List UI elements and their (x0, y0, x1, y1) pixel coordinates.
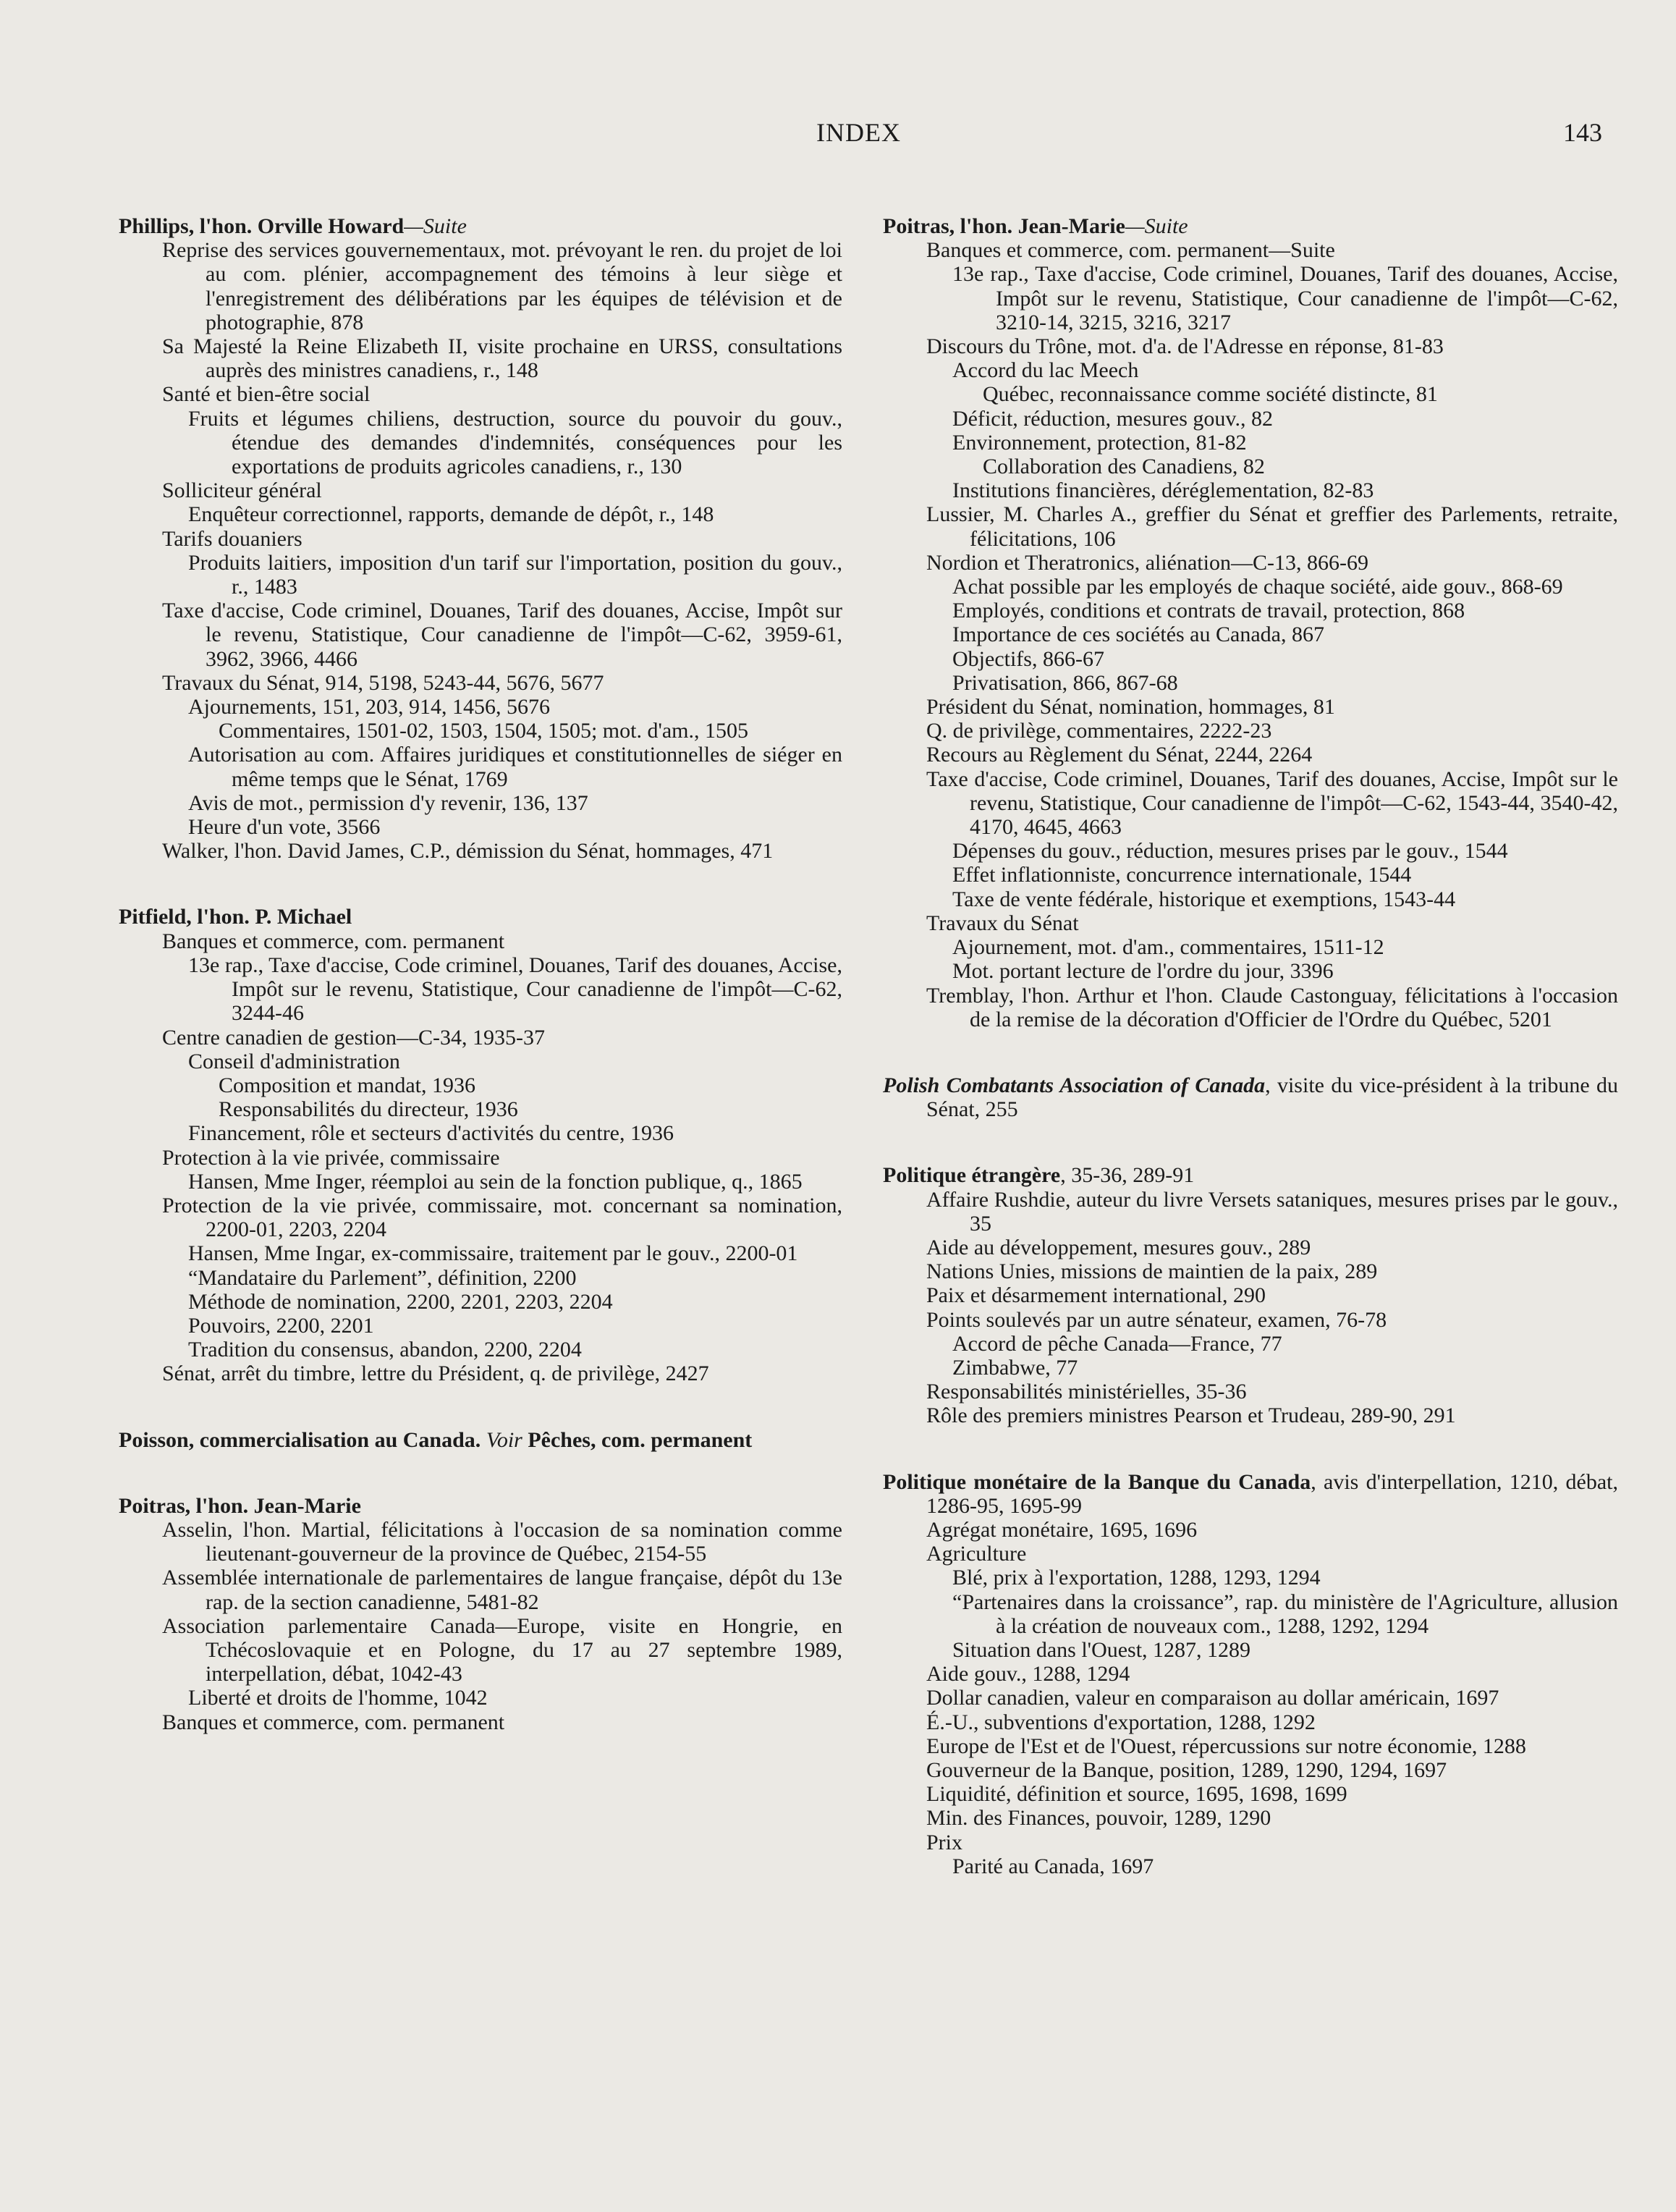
index-subentry: Europe de l'Est et de l'Ouest, répercussions sur notre économie, 1288 (926, 1734, 1526, 1758)
index-subentry: Solliciteur général (162, 478, 322, 503)
heading-name: Phillips, l'hon. Orville Howard (119, 214, 405, 238)
index-subentry: Parité au Canada, 1697 (952, 1854, 1154, 1878)
heading-suffix: —Suite (404, 214, 467, 238)
entry-heading (119, 214, 842, 238)
index-subentry: Min. des Finances, pouvoir, 1289, 1290 (926, 1806, 1271, 1831)
index-subentry: Achat possible par les employés de chaque société, aide gouv., 868-69 (952, 575, 1563, 599)
heading-name: Polish Combatants Association of Canada (883, 1073, 1266, 1097)
index-entry (883, 1073, 1618, 1121)
page-header (0, 117, 1676, 153)
entry-heading (883, 214, 1618, 238)
index-subentry: Zimbabwe, 77 (952, 1355, 1078, 1380)
index-subentry: Agriculture (926, 1542, 1027, 1566)
entry-heading (883, 1073, 1618, 1121)
index-subentry: Dépenses du gouv., réduction, mesures prises par le gouv., 1544 (952, 839, 1508, 864)
index-entry (119, 1428, 842, 1452)
index-subentry: Sénat, arrêt du timbre, lettre du Président, q. de privilège, 2427 (162, 1362, 709, 1386)
index-subentry: Banques et commerce, com. permanent (162, 1710, 505, 1734)
index-subentry: Avis de mot., permission d'y revenir, 136, 137 (188, 790, 588, 815)
index-subentry: Nations Unies, missions de maintien de la paix, 289 (926, 1259, 1378, 1284)
index-entry (883, 1470, 1618, 1878)
index-subentry: Travaux du Sénat, 914, 5198, 5243-44, 5676, 5677 (162, 670, 604, 695)
index-subentry: Banques et commerce, com. permanent—Suite (926, 238, 1335, 263)
entry-heading (883, 1163, 1618, 1187)
index-subentry: É.-U., subventions d'exportation, 1288, 1292 (926, 1710, 1316, 1734)
index-subentry: Déficit, réduction, mesures gouv., 82 (952, 406, 1273, 431)
index-subentry: Président du Sénat, nomination, hommages, 81 (926, 695, 1335, 719)
index-subentry: Paix et désarmement international, 290 (926, 1283, 1266, 1308)
index-subentry: Conseil d'administration (188, 1049, 400, 1073)
entry-heading (883, 1470, 1618, 1518)
index-subentry: Travaux du Sénat (926, 911, 1079, 935)
index-subentry: 13e rap., Taxe d'accise, Code criminel, Douanes, Tarif des douanes, Accise, Impôt sur le revenu, Statistique, Cour canadienne de l'impôt—C-62, 3210-14, 3215, 3216, 3217 (952, 262, 1618, 334)
index-subentry: Heure d'un vote, 3566 (188, 815, 381, 840)
index-subentry: Aide gouv., 1288, 1294 (926, 1662, 1130, 1687)
index-subentry: Sa Majesté la Reine Elizabeth II, visite prochaine en URSS, consultations auprès des ministres canadiens, r., 148 (162, 334, 842, 383)
index-subentry: Commentaires, 1501-02, 1503, 1504, 1505; mot. d'am., 1505 (219, 719, 749, 743)
index-entry (883, 214, 1618, 1031)
index-subentry: Employés, conditions et contrats de travail, protection, 868 (952, 599, 1465, 623)
index-subentry: Rôle des premiers ministres Pearson et Trudeau, 289-90, 291 (926, 1403, 1456, 1428)
see-reference-label: Voir (486, 1427, 522, 1452)
index-subentry: Prix (926, 1830, 963, 1854)
index-subentry: Lussier, M. Charles A., greffier du Sénat et greffier des Parlements, retraite, félicitations, 106 (926, 502, 1618, 551)
index-subentry: Aide au développement, mesures gouv., 289 (926, 1235, 1311, 1259)
heading-name: Poitras, l'hon. Jean-Marie (119, 1493, 361, 1518)
heading-detail: , avis d'interpellation, 1210, débat, 1286-95, 1695-99 (926, 1469, 1618, 1518)
index-subentry: Environnement, protection, 81-82 (952, 430, 1247, 455)
index-subentry: Walker, l'hon. David James, C.P., démission du Sénat, hommages, 471 (162, 839, 774, 864)
index-subentry: Accord de pêche Canada—France, 77 (952, 1331, 1282, 1356)
index-entry (119, 905, 842, 1385)
heading-name: Poitras, l'hon. Jean-Marie (883, 214, 1125, 238)
index-subentry: Liquidité, définition et source, 1695, 1698, 1699 (926, 1782, 1347, 1807)
left-column (119, 214, 842, 1776)
index-subentry: Gouverneur de la Banque, position, 1289, 1290, 1294, 1697 (926, 1757, 1447, 1782)
index-entry (883, 1163, 1618, 1427)
heading-detail: , visite du vice-président à la tribune du Sénat, 255 (926, 1073, 1618, 1122)
index-subentry: Association parlementaire Canada—Europe, visite en Hongrie, en Tchécoslovaquie et en Pologne, du 17 au 27 septembre 1989, interpellation, débat, 1042-43 (162, 1613, 842, 1687)
index-subentry: Collaboration des Canadiens, 82 (983, 455, 1265, 479)
index-entry (119, 1494, 842, 1734)
index-subentry: Assemblée internationale de parlementaires de langue française, dépôt du 13e rap. de la section canadienne, 5481-82 (162, 1566, 842, 1614)
heading-detail: , 35-36, 289-91 (1060, 1163, 1195, 1188)
index-subentry: Fruits et légumes chiliens, destruction, source du pouvoir du gouv., étendue des demandes d'indemnités, conséquences pour les exportations de produits agricoles canadiens, r., 130 (188, 406, 842, 479)
index-subentry: “Partenaires dans la croissance”, rap. du ministère de l'Agriculture, allusion à la création de nouveaux com., 1288, 1292, 1294 (952, 1590, 1618, 1638)
index-subentry: 13e rap., Taxe d'accise, Code criminel, Douanes, Tarif des douanes, Accise, Impôt sur le revenu, Statistique, Cour canadienne de l'impôt—C-62, 3244-46 (188, 953, 842, 1026)
index-subentry: Points soulevés par un autre sénateur, examen, 76-78 (926, 1307, 1387, 1332)
index-subentry: Effet inflationniste, concurrence internationale, 1544 (952, 863, 1412, 887)
index-subentry: Santé et bien-être social (162, 382, 371, 407)
index-subentry: Q. de privilège, commentaires, 2222-23 (926, 719, 1272, 743)
index-subentry: Protection à la vie privée, commissaire (162, 1145, 500, 1170)
index-subentry: “Mandataire du Parlement”, définition, 2200 (188, 1265, 577, 1290)
index-subentry: Tradition du consensus, abandon, 2200, 2204 (188, 1338, 582, 1362)
index-subentry: Tarifs douaniers (162, 526, 302, 551)
heading-name: Poisson, commercialisation au Canada. (119, 1427, 481, 1452)
index-subentry: Liberté et droits de l'homme, 1042 (188, 1686, 488, 1710)
index-subentry: Autorisation au com. Affaires juridiques et constitutionnelles de siéger en même temps que le Sénat, 1769 (188, 743, 842, 791)
index-subentry: Blé, prix à l'exportation, 1288, 1293, 1294 (952, 1566, 1321, 1590)
index-subentry: Mot. portant lecture de l'ordre du jour, 3396 (952, 959, 1334, 984)
entry-heading (119, 905, 842, 929)
index-subentry: Reprise des services gouvernementaux, mot. prévoyant le ren. du projet de loi au com. plénier, accompagnement des témoins à leur siège et l'enregistrement des délibérations par les équipes de télévision et de photographie, 878 (162, 238, 842, 334)
index-subentry: Financement, rôle et secteurs d'activités du centre, 1936 (188, 1121, 674, 1146)
entry-heading (119, 1428, 842, 1452)
index-subentry: Tremblay, l'hon. Arthur et l'hon. Claude Castonguay, félicitations à l'occasion de la remise de la décoration d'Officier de l'Ordre du Québec, 5201 (926, 983, 1618, 1031)
index-subentry: Taxe de vente fédérale, historique et exemptions, 1543-44 (952, 887, 1456, 911)
index-subentry: Taxe d'accise, Code criminel, Douanes, Tarif des douanes, Accise, Impôt sur le revenu, Statistique, Cour canadienne de l'impôt—C-62, 1543-44, 3540-42, 4170, 4645, 4663 (926, 767, 1618, 840)
index-subentry: Dollar canadien, valeur en comparaison au dollar américain, 1697 (926, 1686, 1499, 1710)
index-subentry: Pouvoirs, 2200, 2201 (188, 1313, 374, 1338)
index-subentry: Recours au Règlement du Sénat, 2244, 2264 (926, 743, 1313, 767)
see-reference-target: Pêches, com. permanent (528, 1427, 753, 1452)
index-subentry: Protection de la vie privée, commissaire, mot. concernant sa nomination, 2200-01, 2203, 2204 (162, 1193, 842, 1242)
index-subentry: Méthode de nomination, 2200, 2201, 2203, 2204 (188, 1289, 613, 1314)
index-subentry: Banques et commerce, com. permanent (162, 929, 505, 953)
page-title: INDEX (816, 118, 901, 147)
right-column (883, 214, 1618, 1920)
index-subentry: Enquêteur correctionnel, rapports, demande de dépôt, r., 148 (188, 502, 714, 527)
heading-name: Pitfield, l'hon. P. Michael (119, 905, 352, 929)
index-subentry: Hansen, Mme Inger, réemploi au sein de la fonction publique, q., 1865 (188, 1169, 803, 1194)
index-subentry: Québec, reconnaissance comme société distincte, 81 (983, 382, 1438, 407)
index-subentry: Responsabilités ministérielles, 35-36 (926, 1380, 1247, 1404)
index-subentry: Responsabilités du directeur, 1936 (219, 1097, 518, 1122)
page-number: 143 (1563, 118, 1602, 147)
heading-suffix: —Suite (1125, 214, 1188, 238)
index-subentry: Agrégat monétaire, 1695, 1696 (926, 1517, 1198, 1542)
heading-name: Politique étrangère (883, 1163, 1061, 1188)
index-subentry: Taxe d'accise, Code criminel, Douanes, Tarif des douanes, Accise, Impôt sur le revenu, Statistique, Cour canadienne de l'impôt—C-62, 3959-61, 3962, 3966, 4466 (162, 599, 842, 671)
index-subentry: Discours du Trône, mot. d'a. de l'Adresse en réponse, 81-83 (926, 334, 1444, 359)
index-subentry: Privatisation, 866, 867-68 (952, 670, 1178, 695)
index-subentry: Institutions financières, déréglementation, 82-83 (952, 478, 1374, 503)
index-subentry: Accord du lac Meech (952, 358, 1139, 383)
index-subentry: Objectifs, 866-67 (952, 646, 1104, 671)
index-subentry: Produits laitiers, imposition d'un tarif sur l'importation, position du gouv., r., 1483 (188, 550, 842, 599)
heading-name: Politique monétaire de la Banque du Canada (883, 1469, 1311, 1494)
index-subentry: Composition et mandat, 1936 (219, 1073, 475, 1097)
entry-heading (119, 1494, 842, 1518)
index-entry (119, 214, 842, 863)
index-subentry: Affaire Rushdie, auteur du livre Versets sataniques, mesures prises par le gouv., 35 (926, 1187, 1618, 1236)
index-subentry: Ajournements, 151, 203, 914, 1456, 5676 (188, 695, 550, 719)
index-subentry: Asselin, l'hon. Martial, félicitations à l'occasion de sa nomination comme lieutenant-gouverneur de la province de Québec, 2154-55 (162, 1517, 842, 1566)
index-subentry: Situation dans l'Ouest, 1287, 1289 (952, 1637, 1251, 1662)
index-subentry: Hansen, Mme Ingar, ex-commissaire, traitement par le gouv., 2200-01 (188, 1241, 798, 1266)
index-subentry: Nordion et Theratronics, aliénation—C-13, 866-69 (926, 550, 1368, 575)
index-subentry: Ajournement, mot. d'am., commentaires, 1511-12 (952, 935, 1384, 960)
index-subentry: Centre canadien de gestion—C-34, 1935-37 (162, 1025, 546, 1050)
index-subentry: Importance de ces sociétés au Canada, 867 (952, 622, 1324, 647)
